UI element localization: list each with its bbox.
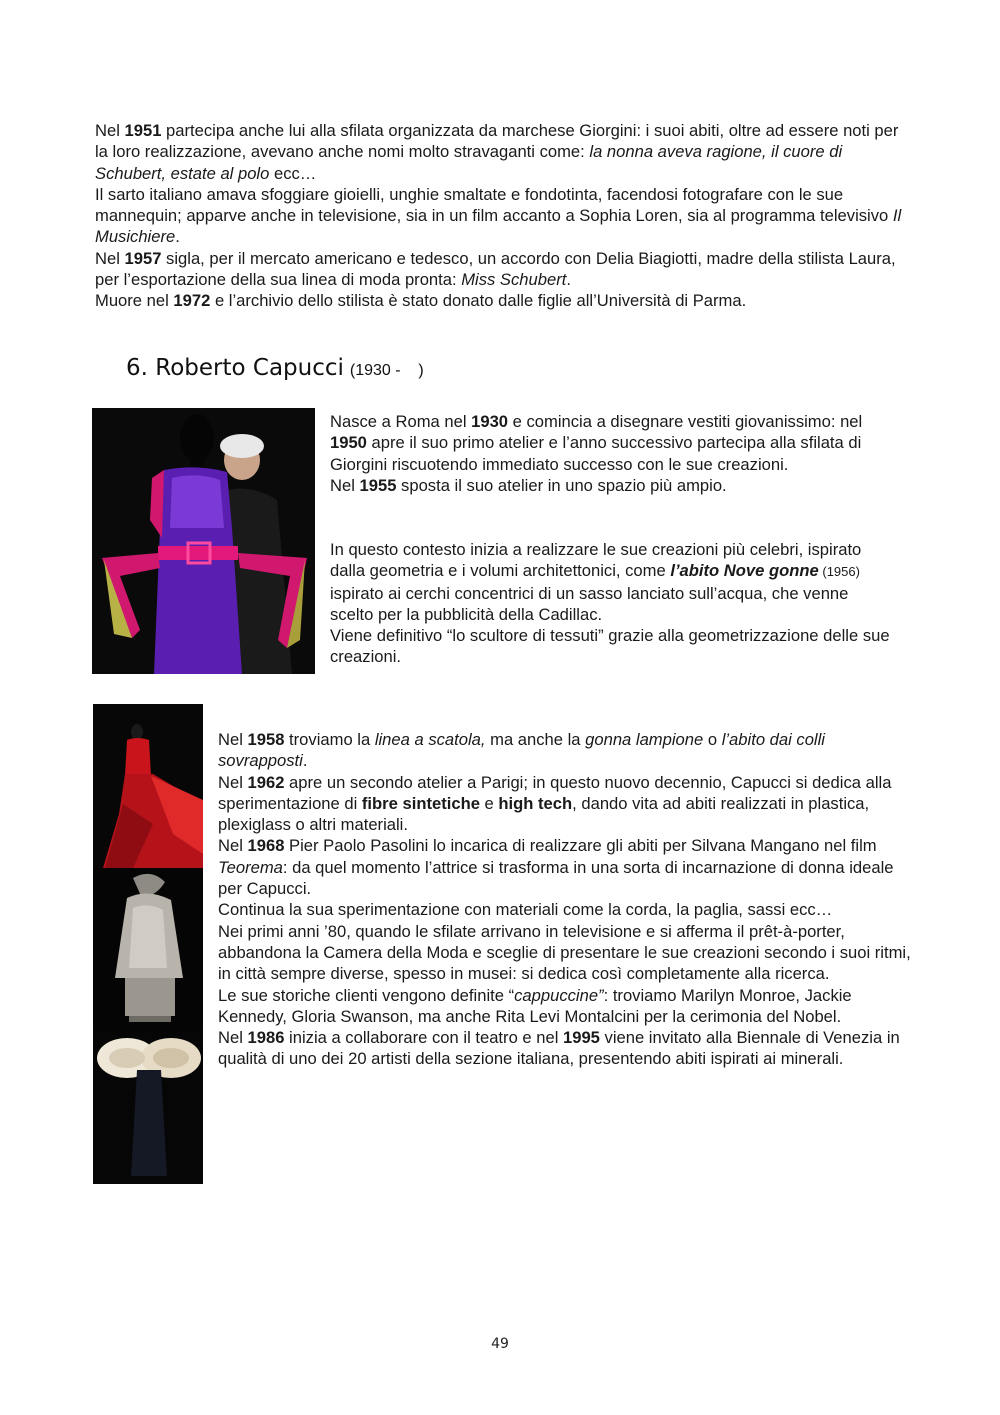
line-name: Miss Schubert — [461, 270, 567, 290]
white-sculptural-dress-photo — [93, 1026, 203, 1184]
section-heading — [126, 353, 424, 386]
section-title: 6. Roberto Capucci — [126, 355, 344, 381]
film-title: Teorema — [218, 857, 283, 877]
bio-paragraph-2: In questo contesto inizia a realizzare le sue creazioni più celebri, ispirato dalla geometria e i volumi architettonici, come l’abito Nove gonne (1956) ispirato ai cerchi concentrici di un sasso lanciato sull’acqua, che venne scelto per la pubblicità della Cadillac. Viene definitivo “lo scultore di tessuti” grazie alla geometrizzazione delle sue creazioni. — [330, 540, 890, 667]
red-dress-photo — [93, 704, 203, 868]
bio-paragraph-3: Nel 1958 troviamo la linea a scatola, ma anche la gonna lampione o l’abito dai colli sovrapposti. Nel 1962 apre un secondo atelier a Parigi; in questo nuovo decennio, Capucci si dedica alla sperimentazione di fibre sintetiche e high tech, dando vita ad abiti realizzati in plastica, plexiglass o altri materiali. Nel 1968 Pier Paolo Pasolini lo incarica di realizzare gli abiti per Silvana Mangano nel film Teorema: da quel momento l’attrice si trasforma in una sorta di incarnazione di donna ideale per Capucci. Continua la sua sperimentazione con materiali come la corda, la paglia, sassi ecc… Nei primi anni ’80, quando le sfilate arrivano in televisione e si afferma il prêt-à-porter, abbandona la Camera della Moda e sceglie di presentare le sue creazioni secondo i suoi ritmi, in città sempre diverse, spesso in musei: si dedica così completamente alla ricerca. Le sue storiche clienti vengono definite “cappuccine”: troviamo Marilyn Monroe, Jackie Kennedy, Gloria Swanson, ma anche Rita Levi Montalcini per la cerimonia del Nobel. Nel 1986 inizia a collaborare con il teatro e nel 1995 viene invitato alla Biennale di Venezia in qualità di uno dei 20 artisti della sezione italiana, presentendo abiti ispirati ai minerali. — [218, 730, 911, 1069]
page-number: 49 — [491, 1336, 509, 1352]
year-1957: 1957 — [124, 248, 162, 268]
dress-names: la nonna aveva ragione, il cuore di Schubert, estate al polo — [95, 142, 843, 183]
section-years: (1930 - ) — [349, 362, 424, 379]
year-1972: 1972 — [173, 291, 211, 311]
dress-nove-gonne: l’abito Nove gonne — [670, 561, 819, 581]
intro-text: Nel 1951 partecipa anche lui alla sfilata organizzata da marchese Giorgini: i suoi abiti, oltre ad essere noti per la loro realizzazione, avevano anche nomi molto stravaganti come: la nonna aveva ragione, il cuore di Schubert, estate al polo ecc… Il sarto italiano amava sfoggiare gioielli, unghie smaltate e fondotinta, facendosi fotografare con le sue mannequin; apparve anche in televisione, sia in un film accanto a Sophia Loren, sia al programma televisivo Il Musichiere. Nel 1957 sigla, per il mercato americano e tedesco, un accordo con Delia Biagiotti, madre della stilista Laura, per l’esportazione della sua linea di moda pronta: Miss Schubert. Muore nel 1972 e l’archivio dello stilista è stato donato dalle figlie all’Università di Parma. — [95, 121, 902, 311]
grey-coat-photo — [93, 868, 203, 1026]
year-1951: 1951 — [124, 121, 162, 140]
tv-show-title: Il Musichiere — [95, 206, 902, 247]
bio-paragraph-1: Nasce a Roma nel 1930 e comincia a disegnare vestiti giovanissimo: nel 1950 apre il suo primo atelier e l’anno successivo partecipa alla sfilata di Giorgini riscuotendo immediato successo con le sue creazioni. Nel 1955 sposta il suo atelier in uno spazio più ampio. — [330, 412, 863, 495]
capucci-portrait-photo — [92, 408, 315, 674]
